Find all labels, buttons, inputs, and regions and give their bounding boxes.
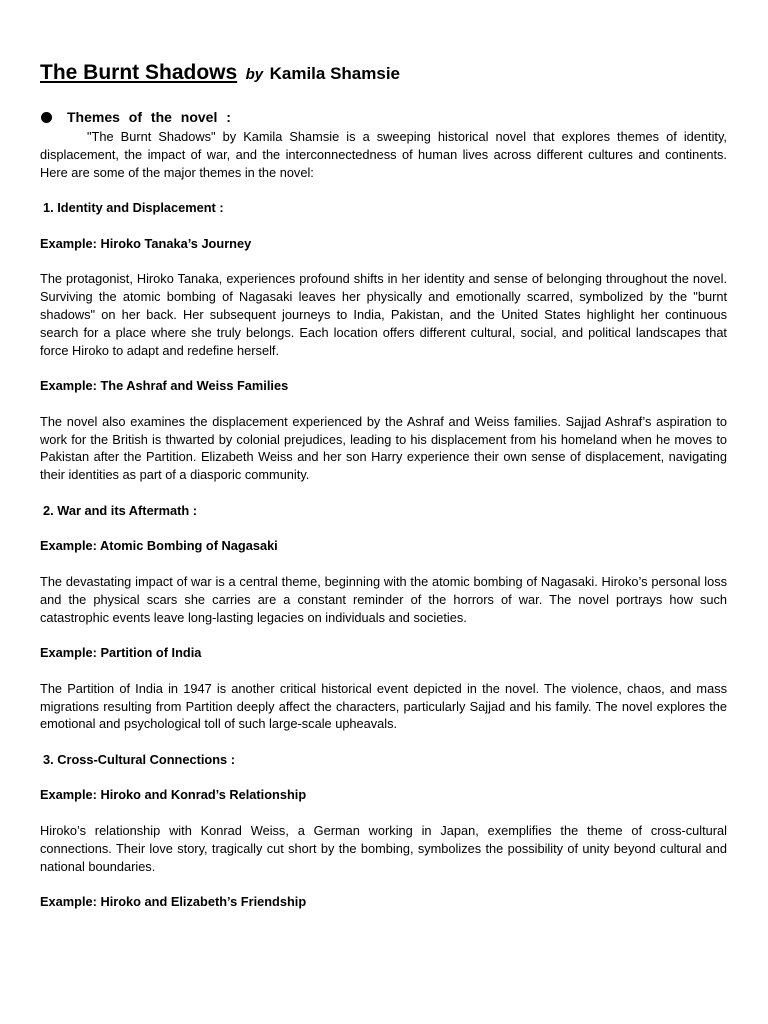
title-main: The Burnt Shadows [40, 61, 238, 84]
document-page [40, 58, 727, 911]
themes-heading [40, 107, 727, 127]
section-heading-war: 2. War and its Aftermath : [43, 502, 198, 518]
example-heading: Example: Partition of India [40, 645, 202, 661]
document-title [40, 58, 727, 90]
section-heading-cross-cultural: 3. Cross-Cultural Connections : [43, 751, 235, 767]
themes-heading-text: Themes of the novel : [67, 109, 231, 125]
example-paragraph: The devastating impact of war is a central theme, beginning with the atomic bombing of Nagasaki. Hiroko’s personal loss and the physical scars she carries are a constant reminder of the horrors of war. The novel portrays how such catastrophic events leave long-lasting legacies on individuals and societies. [40, 573, 727, 625]
title-author: Kamila Shamsie [269, 64, 401, 83]
example-paragraph: The protagonist, Hiroko Tanaka, experiences profound shifts in her identity and sense of belonging throughout the novel. Surviving the atomic bombing of Nagasaki leaves her physically and emotionally scarred, symbolized by the "burnt shadows" on her back. Her subsequent journeys to India, Pakistan, and the United States highlight her continuous search for a place where she truly belongs. Each location offers different cultural, social, and political landscapes that force Hiroko to adapt and redefine herself. [40, 271, 727, 358]
example-heading: Example: Hiroko Tanaka’s Journey [40, 235, 252, 251]
title-by: by [245, 66, 264, 83]
example-heading: Example: Hiroko and Elizabeth’s Friendship [40, 894, 307, 910]
example-heading: Example: The Ashraf and Weiss Families [40, 378, 289, 394]
example-paragraph: The novel also examines the displacement experienced by the Ashraf and Weiss families. Sajjad Ashraf’s aspiration to work for the British is thwarted by colonial prejudices, leading to his displacement from his homeland when he moves to Pakistan after the Partition. Elizabeth Weiss and her son Harry experience their own sense of displacement, navigating their identities as part of a diasporic community. [40, 413, 727, 483]
example-heading: Example: Hiroko and Konrad’s Relationship [40, 787, 307, 803]
intro-paragraph: "The Burnt Shadows" by Kamila Shamsie is a sweeping historical novel that explores themes of identity, displacement, the impact of war, and the interconnectedness of human lives across different cultures and continents. Here are some of the major themes in the novel: [40, 129, 727, 180]
bullet-icon [41, 112, 52, 123]
example-paragraph: The Partition of India in 1947 is another critical historical event depicted in the novel. The violence, chaos, and mass migrations resulting from Partition deeply affect the characters, particularly Sajjad and his family. The novel explores the emotional and psychological toll of such large-scale upheavals. [40, 680, 727, 732]
section-heading-identity: 1. Identity and Displacement : [43, 200, 224, 216]
example-paragraph: Hiroko’s relationship with Konrad Weiss, a German working in Japan, exemplifies the theme of cross-cultural connections. Their love story, tragically cut short by the bombing, symbolizes the possibility of unity beyond cultural and national boundaries. [40, 823, 727, 874]
example-heading: Example: Atomic Bombing of Nagasaki [40, 538, 278, 554]
